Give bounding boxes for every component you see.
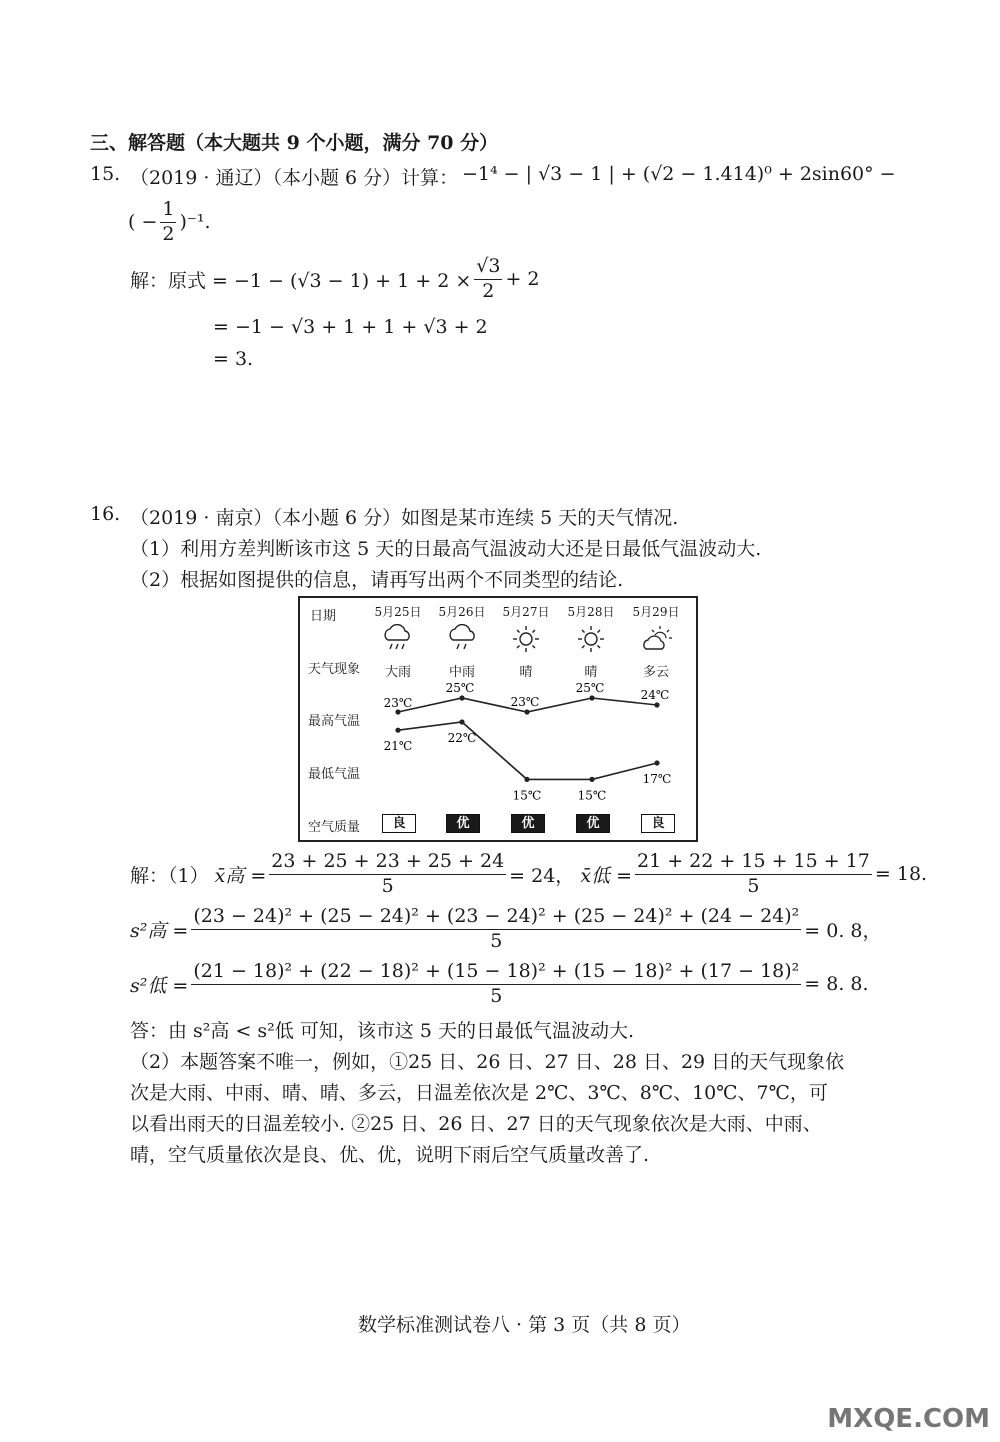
fraction-numerator: (21 − 18)² + (22 − 18)² + (15 − 18)² + (15 − 18)² + (17 − 18)²: [191, 960, 801, 985]
fraction-denominator: 2: [482, 279, 495, 302]
q16-part2-answer-l4: 晴，空气质量依次是良、优、优，说明下雨后空气质量改善了.: [130, 1144, 650, 1166]
low-temp-label: 21℃: [383, 739, 413, 754]
low-temp-line: [398, 722, 657, 779]
q15-number: 15.: [90, 163, 121, 185]
q15-source: （2019 · 通辽）（本小题 6 分）计算：: [130, 167, 459, 189]
low-temp-point: [589, 777, 594, 782]
condition-4: 晴: [584, 665, 598, 680]
row-label-date: 日期: [310, 609, 337, 624]
q15-sol-prefix: 解：原式 = −1 − (√3 − 1) + 1 + 2 ×: [130, 269, 472, 292]
row-label-weather: 天气现象: [308, 662, 361, 677]
low-temp-point: [459, 719, 464, 724]
q15-expr2-fraction: [160, 198, 176, 247]
var-high-fraction: [191, 905, 801, 954]
var-low-fraction: [191, 960, 801, 1009]
aq-badge-2: 优: [446, 814, 480, 833]
section-heading: 三、解答题（本大题共 9 个小题，满分 70 分）: [90, 132, 499, 154]
var-low-result: = 8. 8.: [804, 973, 869, 996]
high-temp-point: [395, 709, 400, 714]
mean-high-fraction: [269, 850, 506, 899]
low-temp-label: 15℃: [512, 788, 542, 803]
q16-part1: （1）利用方差判断该市这 5 天的日最高气温波动大还是日最低气温波动大.: [130, 538, 762, 560]
mean-low-symbol: x̄低 =: [580, 864, 632, 887]
q16-part2-answer-l2: 次是大雨、中雨、晴、晴、多云，日温差依次是 2℃、3℃、8℃、10℃、7℃，可: [130, 1082, 828, 1104]
q16-mean-line: [130, 850, 927, 899]
fraction-numerator: 21 + 22 + 15 + 15 + 17: [635, 850, 872, 875]
date-3: 5月27日: [502, 605, 550, 619]
weather-figure: [298, 596, 698, 842]
mean-high-symbol: x̄高 =: [214, 864, 267, 887]
temperature-chart: [300, 598, 696, 840]
condition-5: 多云: [642, 665, 669, 680]
fraction-denominator: 5: [490, 984, 503, 1007]
q15-sol-fraction: [474, 255, 502, 304]
date-5: 5月29日: [632, 605, 680, 619]
q15-expression-line2: [128, 198, 211, 247]
fraction-denominator: 5: [747, 874, 760, 897]
high-temp-label: 25℃: [575, 681, 605, 695]
q16-var-high-line: [130, 905, 882, 954]
mean-low-fraction: [635, 850, 872, 899]
q16-source: （2019 · 南京）（本小题 6 分）如图是某市连续 5 天的天气情况.: [130, 507, 679, 529]
fraction-numerator: 1: [160, 198, 176, 223]
low-temp-label: 22℃: [447, 731, 477, 745]
q15-expression: −1⁴ − | √3 − 1 | + (√2 − 1.414)⁰ + 2sin60° −: [462, 163, 896, 185]
fraction-numerator: √3: [474, 255, 502, 280]
high-temp-point: [589, 695, 594, 700]
q16-answer1: 答：由 s²高 < s²低 可知，该市这 5 天的日最低气温波动大.: [130, 1020, 635, 1042]
fraction-denominator: 5: [381, 874, 394, 897]
low-temp-label: 17℃: [642, 772, 672, 786]
row-label-high: 最高气温: [308, 714, 361, 729]
row-label-air-quality: 空气质量: [308, 820, 361, 835]
row-label-low: 最低气温: [308, 767, 361, 782]
q16-var-low-line: [130, 960, 869, 1009]
condition-1: 大雨: [384, 665, 411, 680]
aq-badge-3: 优: [511, 814, 545, 833]
q15-expr2-prefix: ( −: [128, 211, 158, 234]
q15-expr2-suffix: )⁻¹.: [179, 211, 211, 234]
aq-badge-5: 良: [641, 814, 675, 833]
var-high-result: = 0. 8，: [804, 919, 882, 942]
low-temp-point: [395, 728, 400, 733]
fraction-numerator: (23 − 24)² + (25 − 24)² + (23 − 24)² + (25 − 24)² + (24 − 24)²: [191, 905, 801, 930]
var-high-symbol: s²高 =: [130, 919, 189, 942]
high-temp-label: 23℃: [510, 695, 540, 709]
q16-part2-answer-l3: 以看出雨天的日温差较小. ②25 日、26 日、27 日的天气现象依次是大雨、中雨、: [130, 1113, 822, 1135]
aq-badge-4: 优: [576, 814, 610, 833]
date-1: 5月25日: [374, 605, 422, 619]
fraction-denominator: 5: [490, 929, 503, 952]
high-temp-label: 25℃: [445, 681, 475, 695]
low-temp-point: [524, 777, 529, 782]
high-temp-point: [654, 702, 659, 707]
q16-part2-answer-l1: （2）本题答案不唯一，例如，①25 日、26 日、27 日、28 日、29 日的天气现象依: [130, 1051, 845, 1073]
mean-high-result: = 24，: [509, 864, 575, 887]
q16-sol-prefix: 解：（1）: [130, 864, 209, 887]
q15-solution-line3: = 3.: [213, 348, 254, 370]
mean-low-result: = 18.: [874, 863, 928, 886]
condition-3: 晴: [519, 665, 533, 680]
high-temp-label: 24℃: [640, 688, 670, 702]
date-2: 5月26日: [438, 605, 486, 619]
aq-badge-1: 良: [382, 814, 416, 833]
q16-number: 16.: [90, 503, 121, 525]
date-4: 5月28日: [567, 605, 615, 619]
q16-part2: （2）根据如图提供的信息，请再写出两个不同类型的结论.: [130, 569, 624, 591]
watermark-logo: MXQE.COM: [827, 1404, 990, 1434]
page-footer: 数学标准测试卷八 · 第 3 页（共 8 页）: [358, 1314, 691, 1336]
low-temp-point: [654, 760, 659, 765]
high-temp-point: [524, 709, 529, 714]
high-temp-point: [459, 695, 464, 700]
low-temp-label: 15℃: [577, 788, 607, 803]
fraction-numerator: 23 + 25 + 23 + 25 + 24: [269, 850, 506, 875]
q15-solution-line2: = −1 − √3 + 1 + 1 + √3 + 2: [213, 316, 488, 338]
high-temp-label: 23℃: [383, 696, 413, 710]
condition-2: 中雨: [448, 665, 475, 680]
var-low-symbol: s²低 =: [130, 974, 189, 997]
q15-solution-line1: [130, 255, 540, 304]
q15-sol-suffix: + 2: [505, 268, 540, 291]
fraction-denominator: 2: [162, 222, 175, 245]
